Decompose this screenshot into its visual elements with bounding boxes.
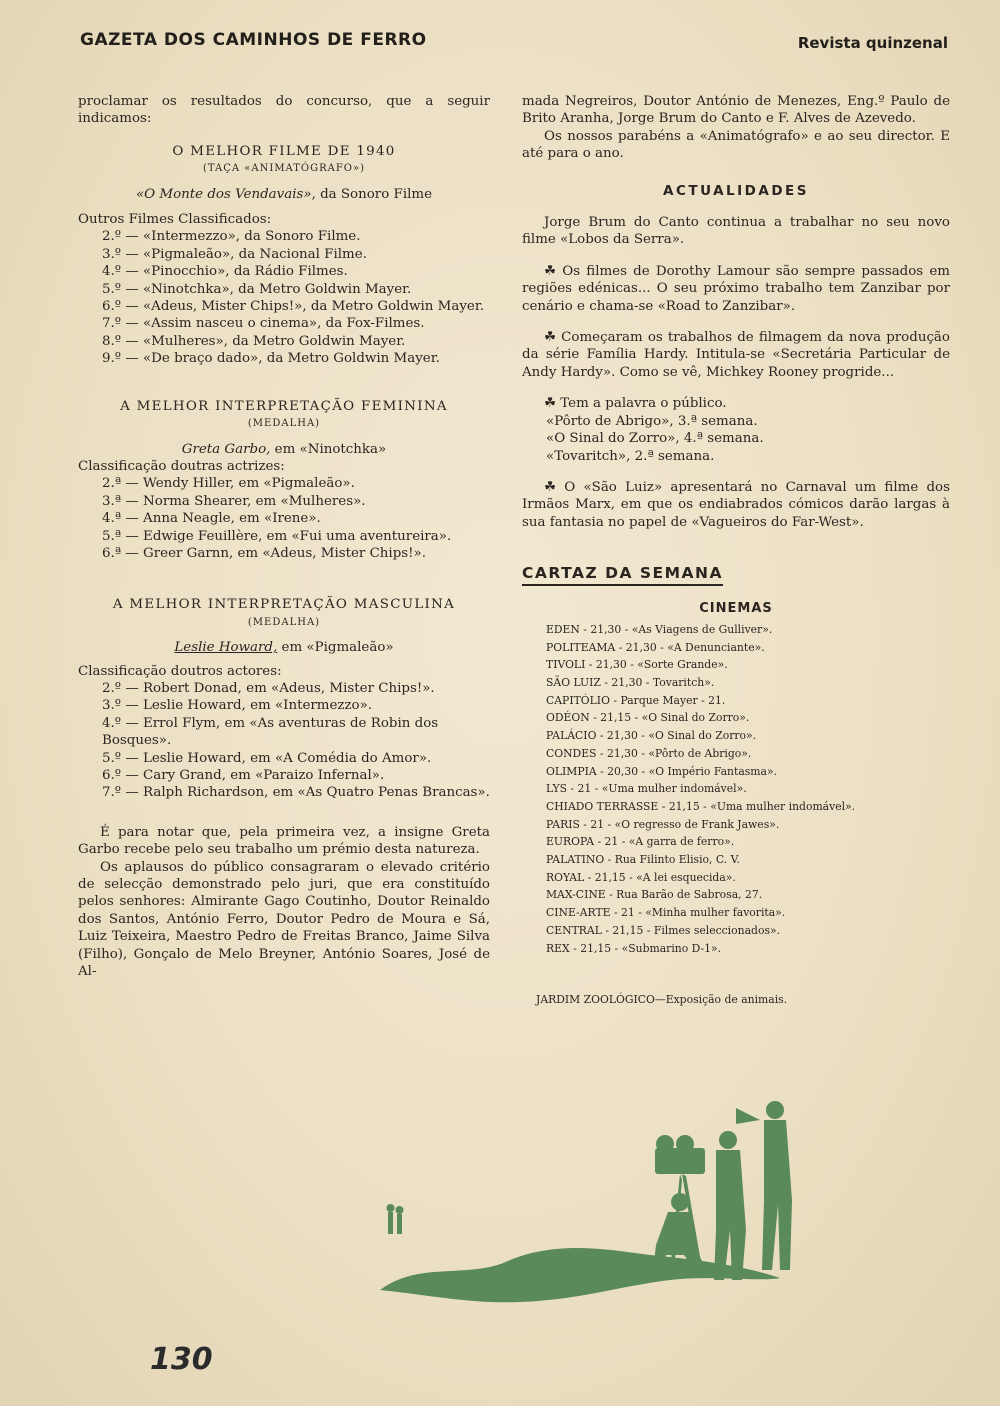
female-winner — [78, 441, 490, 458]
male-winner-rest: em «Pigmaleão» — [277, 640, 394, 656]
list-item: MAX-CINE - Rua Barão de Sabrosa, 27. — [546, 888, 763, 902]
publication-title: GAZETA DOS CAMINHOS DE FERRO — [80, 30, 427, 50]
news-item — [522, 329, 950, 381]
clover-ornament-icon: ☘ — [544, 330, 557, 346]
list-item: CHIADO TERRASSE - 21,15 - «Uma mulher indomável». — [546, 799, 856, 813]
list-item: REX - 21,15 - «Submarino D-1». — [546, 941, 722, 955]
male-heading: A MELHOR INTERPRETAÇÃO MASCULINA — [112, 597, 456, 613]
intro-paragraph: proclamar os resultados do concurso, que a seguir indicamos: — [78, 94, 490, 127]
list-item: 3.º — Leslie Howard, em «Intermezzo». — [102, 698, 373, 714]
list-item: PALÁCIO - 21,30 - «O Sinal do Zorro». — [546, 729, 757, 743]
male-subheading: (MEDALHA) — [247, 616, 321, 628]
best-film-winner-rest: , da Sonoro Filme — [311, 186, 433, 202]
female-heading: A MELHOR INTERPRETAÇÃO FEMININA — [120, 398, 448, 414]
clover-ornament-icon: ☘ — [544, 479, 557, 495]
list-item: 6.º — «Adeus, Mister Chips!», da Metro Goldwin Mayer. — [102, 299, 485, 315]
list-item: EUROPA - 21 - «A garra de ferro». — [546, 835, 735, 849]
list-item: CINE-ARTE - 21 - «Minha mulher favorita». — [546, 906, 786, 920]
zoo-listing: JARDIM ZOOLÓGICO—Exposição de animais. — [536, 993, 788, 1007]
female-label: Classificação doutras actrizes: — [78, 458, 285, 474]
list-item: LYS - 21 - «Uma mulher indomável». — [546, 782, 747, 796]
page-number: 130 — [150, 1342, 213, 1377]
garbo-paragraph: É para notar que, pela primeira vez, a insigne Greta Garbo recebe pelo seu trabalho um prémio desta natureza. — [78, 824, 490, 858]
best-film-heading: O MELHOR FILME DE 1940 — [172, 143, 396, 159]
male-winner-name: Leslie Howard, — [174, 640, 278, 656]
list-item: 3.ª — Norma Shearer, em «Mulheres». — [102, 493, 366, 509]
news-item: Jorge Brum do Canto continua a trabalhar no seu novo filme «Lobos da Serra». — [522, 215, 950, 248]
list-item: CONDES - 21,30 - «Pôrto de Abrigo». — [546, 746, 752, 760]
weeks-list — [522, 413, 950, 465]
actress-list — [78, 475, 490, 562]
best-film-subheading: (TAÇA «ANIMATÓGRAFO») — [202, 163, 365, 175]
female-subheading: (MEDALHA) — [247, 418, 321, 430]
news-item — [522, 395, 950, 412]
list-item: OLIMPIA - 20,30 - «O Império Fantasma». — [546, 764, 778, 778]
best-film-winner-title: «O Monte dos Vendavais» — [135, 186, 312, 202]
list-item: «O Sinal do Zorro», 4.ª semana. — [546, 431, 764, 447]
cinemas-heading: CINEMAS — [699, 600, 773, 616]
others-label: Outros Filmes Classificados: — [78, 212, 272, 228]
male-label: Classificação doutros actores: — [78, 663, 282, 679]
list-item: 6.ª — Greer Garnn, em «Adeus, Mister Chips!». — [102, 545, 426, 561]
list-item: 3.º — «Pigmaleão», da Nacional Filme. — [102, 246, 367, 262]
cinema-listing — [522, 621, 950, 957]
film-crew-illustration — [380, 1090, 840, 1320]
list-item: 5.º — Leslie Howard, em «A Comédia do Amor». — [102, 750, 432, 766]
list-item: PARIS - 21 - «O regresso de Frank Jawes». — [546, 817, 780, 831]
congrats-paragraph: Os nossos parabéns a «Animatógrafo» e ao seu director. E até para o ano. — [522, 128, 950, 162]
list-item: 7.º — Ralph Richardson, em «As Quatro Penas Brancas». — [102, 785, 490, 801]
clover-ornament-icon: ☘ — [544, 263, 557, 279]
list-item: 7.º — «Assim nasceu o cinema», da Fox-Filmes. — [102, 316, 425, 332]
publication-frequency: Revista quinzenal — [797, 34, 948, 52]
list-item: 2.ª — Wendy Hiller, em «Pigmaleão». — [102, 476, 355, 492]
list-item: 2.º — «Intermezzo», da Sonoro Filme. — [102, 229, 361, 245]
list-item: PALATINO - Rua Filinto Elisio, C. V. — [546, 853, 740, 867]
list-item: 9.º — «De braço dado», da Metro Goldwin Mayer. — [102, 351, 440, 367]
jury-paragraph: Os aplausos do público consagraram o elevado critério de selecção demonstrado pelo juri, que era constituído pelos senhores: Almirante Gago Coutinho, Doutor Reinaldo dos Santos, António Ferro, Doutor Pedro de Moura e Sá, Luiz Teixeira, Maestro Pedro de Freitas Branco, Jaime Silva (Filho), Gonçalo de Melo Breyner, António Soares, José de Al- — [78, 859, 490, 980]
right-column — [522, 93, 950, 1009]
list-item: 5.º — «Ninotchka», da Metro Goldwin Mayer. — [102, 281, 412, 297]
female-winner-rest: em «Ninotchka» — [270, 441, 387, 457]
list-item: «Pôrto de Abrigo», 3.ª semana. — [546, 413, 758, 429]
news-heading: ACTUALIDADES — [663, 182, 809, 199]
list-item: CAPITÓLIO - Parque Mayer - 21. — [546, 693, 726, 707]
list-item: CENTRAL - 21,15 - Filmes seleccionados». — [546, 923, 781, 937]
list-item: 5.ª — Edwige Feuillère, em «Fui uma aventureira». — [102, 528, 452, 544]
list-item: ROYAL - 21,15 - «A lei esquecida». — [546, 870, 736, 884]
male-winner — [78, 639, 490, 656]
news-text: Começaram os trabalhos de filmagem da nova produção da série Família Hardy. Intitula-se «Secretária Particular de Andy Hardy». Como se vê, Michkey Rooney progride... — [522, 330, 950, 380]
list-item: POLITEAMA - 21,30 - «A Denunciante». — [546, 640, 765, 654]
other-films-list — [78, 228, 490, 367]
best-film-winner — [78, 186, 490, 203]
list-item: SÃO LUIZ - 21,30 - Tovaritch». — [546, 676, 715, 690]
clover-ornament-icon: ☘ — [544, 396, 557, 412]
cartaz-heading: CARTAZ DA SEMANA — [522, 565, 723, 585]
news-text: Tem a palavra o público. — [560, 396, 727, 412]
female-winner-name: Greta Garbo, — [181, 441, 271, 457]
list-item: 6.º — Cary Grand, em «Paraizo Infernal». — [102, 768, 385, 783]
list-item: EDEN - 21,30 - «As Viagens de Gulliver». — [546, 622, 773, 636]
list-item: 4.ª — Anna Neagle, em «Irene». — [102, 511, 321, 527]
list-item: 2.º — Robert Donad, em «Adeus, Mister Chips!». — [102, 680, 435, 696]
actor-list — [78, 680, 490, 802]
list-item: TIVOLI - 21,30 - «Sorte Grande». — [546, 658, 728, 672]
list-item: 4.º — «Pinocchio», da Rádio Filmes. — [102, 264, 348, 280]
left-column — [78, 93, 490, 980]
news-item — [522, 263, 950, 315]
list-item: 4.º — Errol Flym, em «As aventuras de Robin dos Bosques». — [102, 715, 439, 749]
news-item — [522, 479, 950, 531]
list-item: «Tovaritch», 2.ª semana. — [546, 448, 715, 464]
list-item: 8.º — «Mulheres», da Metro Goldwin Mayer. — [102, 333, 406, 349]
list-item: ODÉON - 21,15 - «O Sinal do Zorro». — [546, 711, 750, 725]
jury-continuation: mada Negreiros, Doutor António de Menezes, Eng.º Paulo de Brito Aranha, Jorge Brum do Canto e F. Alves de Azevedo. — [522, 94, 950, 127]
news-text: O «São Luiz» apresentará no Carnaval um filme dos Irmãos Marx, em que os endiabrados cómicos darão largas à sua fantasia no papel de «Vagueiros do Far-West». — [522, 479, 950, 530]
news-text: Os filmes de Dorothy Lamour são sempre passados em regiões edénicas... O seu próximo trabalho tem Zanzibar por cenário e chama-se «Road to Zanzibar». — [522, 263, 950, 314]
